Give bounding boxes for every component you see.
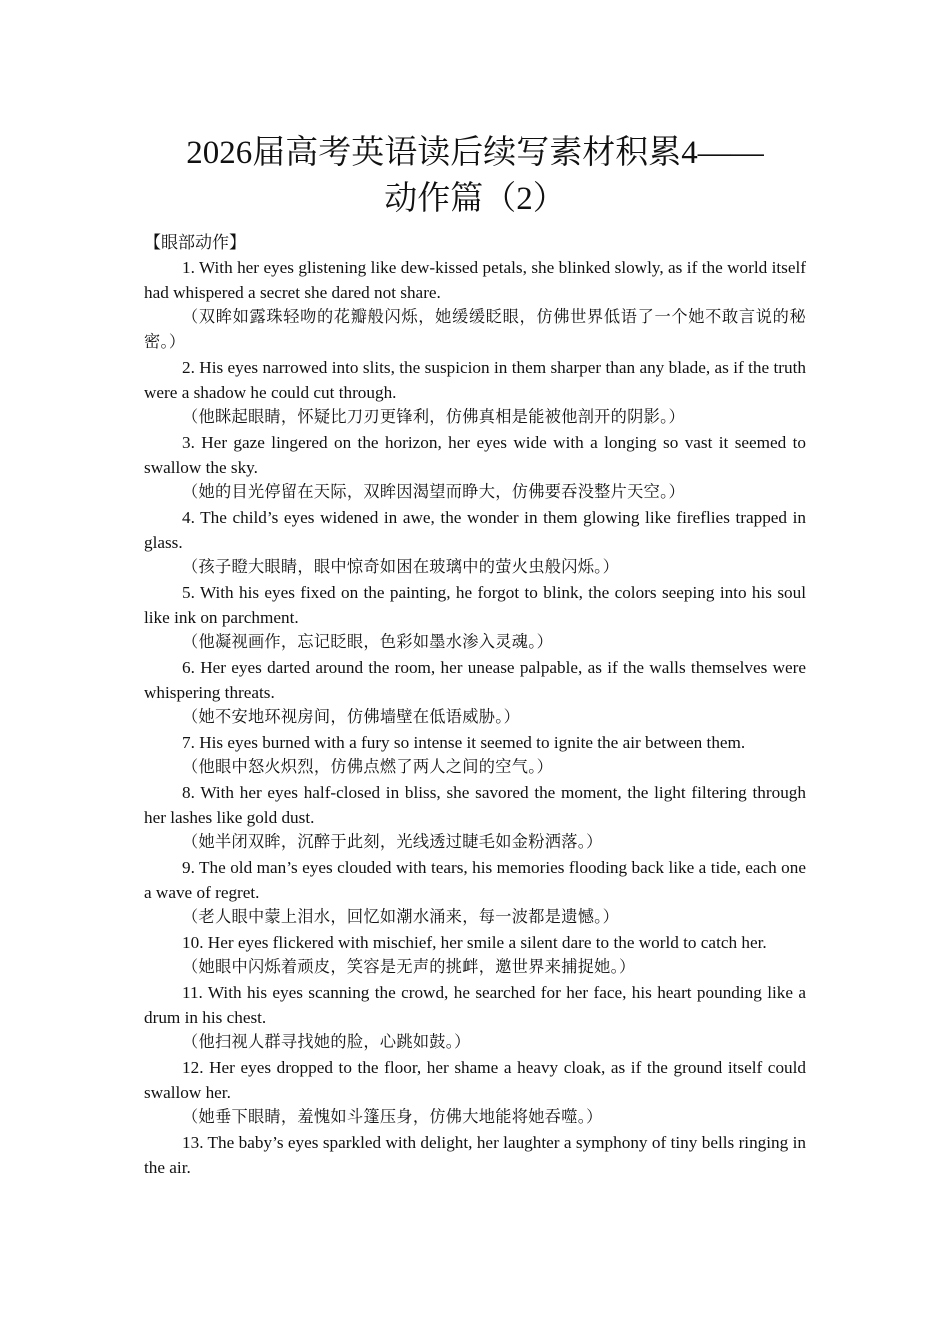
english-sentence-6: 6. Her eyes darted around the room, her unease palpable, as if the walls themselves were whispering threats. bbox=[144, 658, 806, 702]
title-line-2: 动作篇（2） bbox=[384, 181, 566, 217]
chinese-translation-1: （双眸如露珠轻吻的花瓣般闪烁，她缓缓眨眼，仿佛世界低语了一个她不敢言说的秘密。） bbox=[144, 308, 806, 351]
english-sentence-4: 4. The child’s eyes widened in awe, the wonder in them glowing like fireflies trapped in glass. bbox=[144, 508, 806, 552]
english-sentence-7: 7. His eyes burned with a fury so intense it seemed to ignite the air between them. bbox=[182, 733, 746, 752]
chinese-translation-4: （孩子瞪大眼睛，眼中惊奇如困在玻璃中的萤火虫般闪烁。） bbox=[182, 558, 620, 576]
english-sentence-12: 12. Her eyes dropped to the floor, her shame a heavy cloak, as if the ground itself could swallow her. bbox=[144, 1058, 806, 1102]
sentence-list bbox=[144, 255, 806, 1180]
chinese-translation-10: （她眼中闪烁着顽皮，笑容是无声的挑衅，邀世界来捕捉她。） bbox=[182, 958, 636, 976]
english-sentence-3: 3. Her gaze lingered on the horizon, her eyes wide with a longing so vast it seemed to swallow the sky. bbox=[144, 433, 806, 477]
section-heading: 【眼部动作】 bbox=[144, 233, 246, 252]
chinese-translation-12: （她垂下眼睛，羞愧如斗篷压身，仿佛大地能将她吞噬。） bbox=[182, 1108, 603, 1126]
document-title bbox=[144, 130, 806, 222]
chinese-translation-11: （他扫视人群寻找她的脸，心跳如鼓。） bbox=[182, 1033, 471, 1051]
english-sentence-11: 11. With his eyes scanning the crowd, he searched for her face, his heart pounding like a drum in his chest. bbox=[144, 983, 806, 1027]
document-page bbox=[144, 130, 806, 1180]
chinese-translation-8: （她半闭双眸，沉醉于此刻，光线透过睫毛如金粉洒落。） bbox=[182, 833, 603, 851]
chinese-translation-5: （他凝视画作，忘记眨眼，色彩如墨水渗入灵魂。） bbox=[182, 633, 554, 651]
english-sentence-2: 2. His eyes narrowed into slits, the suspicion in them sharper than any blade, as if the truth were a shadow he could cut through. bbox=[144, 358, 806, 402]
chinese-translation-2: （他眯起眼睛，怀疑比刀刃更锋利，仿佛真相是能被他剖开的阴影。） bbox=[182, 408, 686, 426]
english-sentence-9: 9. The old man’s eyes clouded with tears, his memories flooding back like a tide, each one a wave of regret. bbox=[144, 858, 806, 902]
english-sentence-13: 13. The baby’s eyes sparkled with delight, her laughter a symphony of tiny bells ringing in the air. bbox=[144, 1133, 806, 1177]
chinese-translation-6: （她不安地环视房间，仿佛墙壁在低语威胁。） bbox=[182, 708, 521, 726]
english-sentence-1: 1. With her eyes glistening like dew-kissed petals, she blinked slowly, as if the world itself had whispered a secret she dared not share. bbox=[144, 258, 806, 302]
chinese-translation-7: （他眼中怒火炽烈，仿佛点燃了两人之间的空气。） bbox=[182, 758, 554, 776]
title-line-1: 2026届高考英语读后续写素材积累4—— bbox=[186, 135, 764, 171]
chinese-translation-3: （她的目光停留在天际，双眸因渴望而睁大，仿佛要吞没整片天空。） bbox=[182, 483, 686, 501]
english-sentence-8: 8. With her eyes half-closed in bliss, she savored the moment, the light filtering through her lashes like gold dust. bbox=[144, 783, 806, 827]
chinese-translation-9: （老人眼中蒙上泪水，回忆如潮水涌来，每一波都是遗憾。） bbox=[182, 908, 620, 926]
english-sentence-10: 10. Her eyes flickered with mischief, her smile a silent dare to the world to catch her. bbox=[182, 933, 767, 952]
english-sentence-5: 5. With his eyes fixed on the painting, he forgot to blink, the colors seeping into his soul like ink on parchment. bbox=[144, 583, 806, 627]
